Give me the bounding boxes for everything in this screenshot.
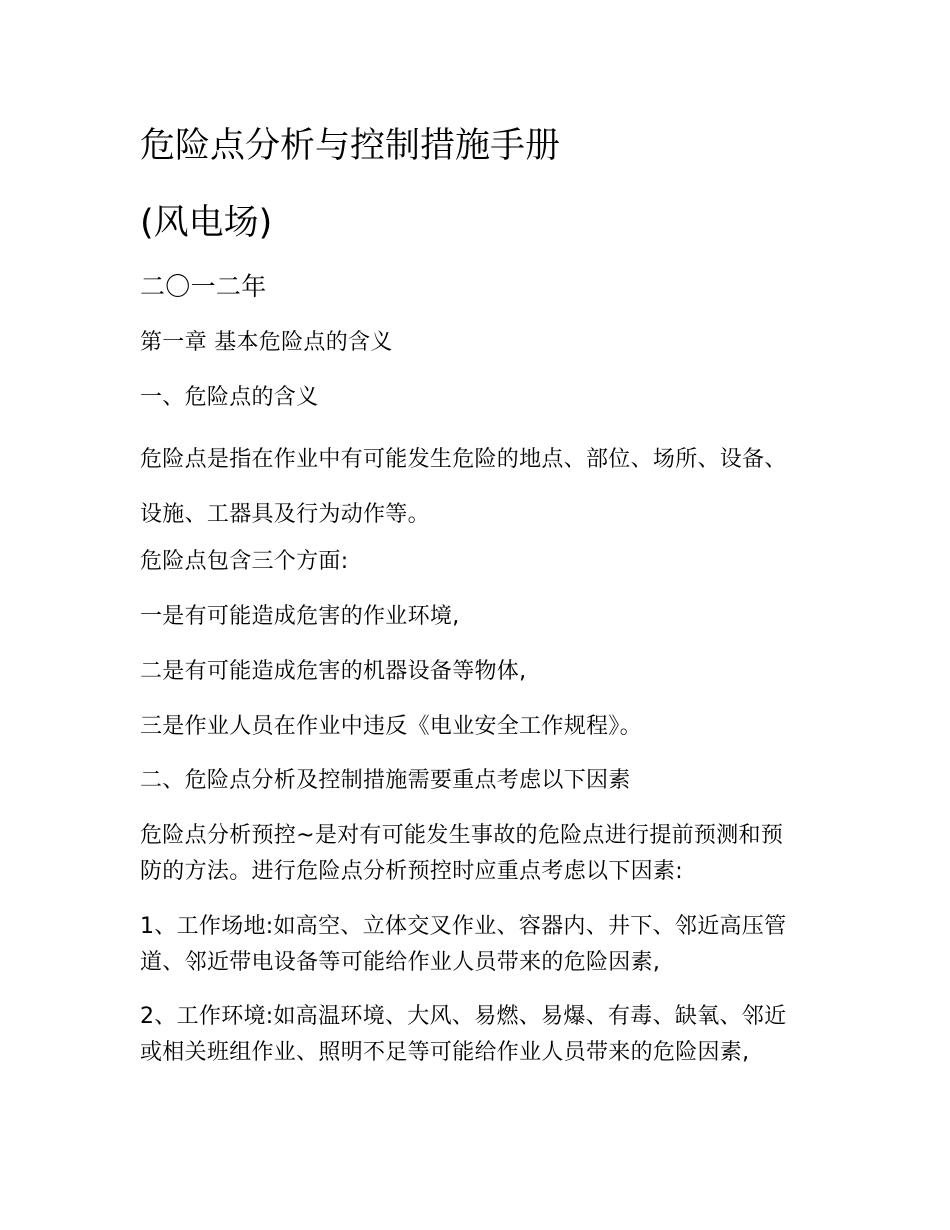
analysis-paragraph: 危险点分析预控~是对有可能发生事故的危险点进行提前预测和预防的方法。进行危险点分析预控时应重点考虑以下因素: [140,823,784,884]
document-subtitle: (风电场) [140,203,273,243]
includes-intro: 危险点包含三个方面: [140,549,349,574]
chapter-heading: 第一章 基本危险点的含义 [140,330,393,355]
document-title: 危险点分析与控制措施手册 [140,126,561,166]
aspect-item-1: 一是有可能造成危害的作业环境, [140,604,460,629]
section-heading-1: 一、危险点的含义 [140,385,319,410]
aspect-item-2: 二是有可能造成危害的机器设备等物体, [140,659,527,684]
section-heading-2: 二、危险点分析及控制措施需要重点考虑以下因素 [140,768,631,793]
factor-item-2: 2、工作环境:如高温环境、大风、易燃、易爆、有毒、缺氧、邻近或相关班组作业、照明不足等可能给作业人员带来的危险因素, [140,1004,787,1065]
document-year: 二〇一二年 [140,272,267,301]
definition-paragraph: 危险点是指在作业中有可能发生危险的地点、部位、场所、设备、设施、工器具及行为动作等。 [140,447,787,527]
factor-item-1: 1、工作场地:如高空、立体交叉作业、容器内、井下、邻近高压管道、邻近带电设备等可能给作业人员带来的危险因素, [140,914,787,975]
aspect-item-3: 三是作业人员在作业中违反《电业安全工作规程》。 [140,714,642,739]
